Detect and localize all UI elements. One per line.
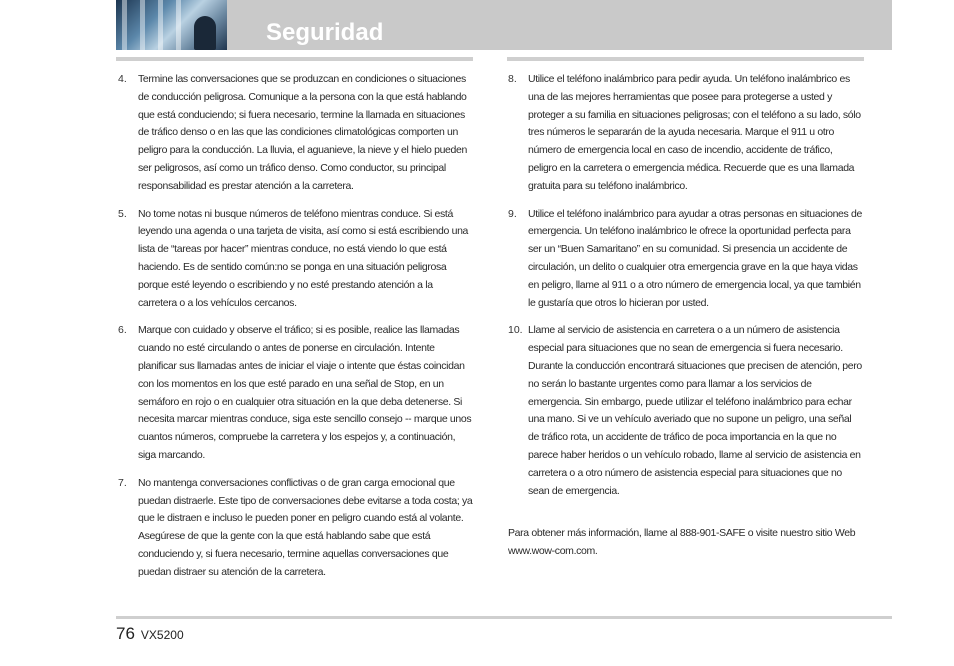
item-number: 9. bbox=[508, 207, 517, 220]
item-number: 5. bbox=[118, 207, 127, 220]
list-item bbox=[118, 71, 474, 196]
right-column bbox=[508, 71, 864, 510]
list-item bbox=[508, 322, 864, 500]
footer-divider bbox=[116, 616, 892, 619]
item-text: Llame al servicio de asistencia en carretera o a un número de asistencia especial para situaciones que no sean de emergencia si fuera necesario. Durante la conducción encontrará situaciones que precisen de atención, pero no serán lo bastante urgentes como para llamar a los servicios de emergencia. Sin embargo, puede utilizar el teléfono inalámbrico para echar una mano. Si ve un vehículo averiado que no supone un peligro, una señal de tráfico rota, un accidente de tráfico de poca importancia en la que no parece haber heridos o un vehículo robado, llame al servicio de asistencia en carretera o a otro número de asistencia especial para situaciones que no sean de emergencia. bbox=[528, 324, 862, 497]
people-walking-photo bbox=[116, 0, 227, 50]
page-title: Seguridad bbox=[266, 19, 384, 46]
item-text: Utilice el teléfono inalámbrico para ayudar a otras personas en situaciones de emergencia. Un teléfono inalámbrico le ofrece la oportunidad perfecta para ser un “Buen Samaritano” en su comunidad. Si presencia un accidente de circulación, un delito o cualquier otra emergencia grave en la que haya vidas en peligro, llame al 911 o a otro número de emergencia local, ya que también le gustaría que otros lo hicieran por usted. bbox=[528, 207, 862, 309]
list-item bbox=[508, 71, 864, 196]
page-number: 76 bbox=[116, 624, 135, 643]
item-text: Utilice el teléfono inalámbrico para pedir ayuda. Un teléfono inalámbrico es una de las mejores herramientas que posee para protegerse a usted y proteger a su familia en situaciones peligrosas; con el teléfono a su lado, sólo tres números le separarán de la ayuda necesaria. Marque el 911 u otro número de emergencia local en caso de incendio, accidente de tráfico, peligro en la carretera o emergencia médica. Recuerde que es una llamada gratuita para su teléfono inalámbrico. bbox=[528, 73, 861, 192]
item-text: No mantenga conversaciones conflictivas o de gran carga emocional que puedan distraerle. Este tipo de conversaciones debe evitarse a toda costa; ya que le distraen e incluso le pueden poner en peligro cuando está al volante. Asegúrese de que la gente con la que está hablando sabe que está conduciendo y, si fuera necesario, termine aquellas conversaciones que puedan distraer su atención de la carretera. bbox=[138, 476, 473, 578]
list-item bbox=[508, 206, 864, 313]
list-item bbox=[118, 322, 474, 464]
list-item bbox=[118, 206, 474, 313]
divider-left bbox=[116, 57, 473, 61]
item-number: 4. bbox=[118, 73, 127, 85]
info-text: Para obtener más información, llame al 888-901-SAFE o visite nuestro sitio Web www.wow-com.com. bbox=[508, 527, 856, 557]
list-item bbox=[118, 475, 474, 582]
item-text: Marque con cuidado y observe el tráfico; si es posible, realice las llamadas cuando no esté circulando o antes de ponerse en circulación. Intente planificar sus llamadas antes de iniciar el viaje o intente que éstas coincidan con los momentos en los que esté parado en una señal de Stop, en un semáforo en rojo o en cualquier otra situación en la que deba detenerse. Si necesita marcar mientras conduce, siga este sencillo consejo -- marque unos cuantos números, compruebe la carretera y los espejos y, a continuación, siga marcando. bbox=[138, 324, 472, 461]
left-column bbox=[118, 71, 474, 592]
item-number: 6. bbox=[118, 324, 127, 337]
item-text: No tome notas ni busque números de teléfono mientras conduce. Si está leyendo una agenda o una tarjeta de visita, así como si está escribiendo una lista de “tareas por hacer” mientras conduce, no está viendo lo que está haciendo. Es de sentido común:no se ponga en una situación peligrosa porque esté leyendo o escribiendo y no esté prestando atención a la carretera o a los vehículos cercanos. bbox=[138, 207, 469, 309]
divider-right bbox=[507, 57, 864, 61]
model-name: VX5200 bbox=[140, 628, 184, 642]
footer bbox=[116, 624, 184, 644]
item-number: 8. bbox=[508, 73, 517, 85]
item-text: Termine las conversaciones que se produzcan en condiciones o situaciones de conducción peligrosa. Comunique a la persona con la que está hablando que está conduciendo; si fuera necesario, termine la llamada en situaciones de tráfico denso o en las que las condiciones climatológicas comporten un peligro para la conducción. La lluvia, el aguanieve, la nieve y el hielo pueden ser peligrosos, así como un tráfico denso. Como conductor, su principal responsabilidad es prestar atención a la carretera. bbox=[138, 73, 468, 192]
item-number: 7. bbox=[118, 476, 127, 489]
header-bar bbox=[116, 0, 892, 50]
item-number: 10. bbox=[508, 324, 523, 337]
